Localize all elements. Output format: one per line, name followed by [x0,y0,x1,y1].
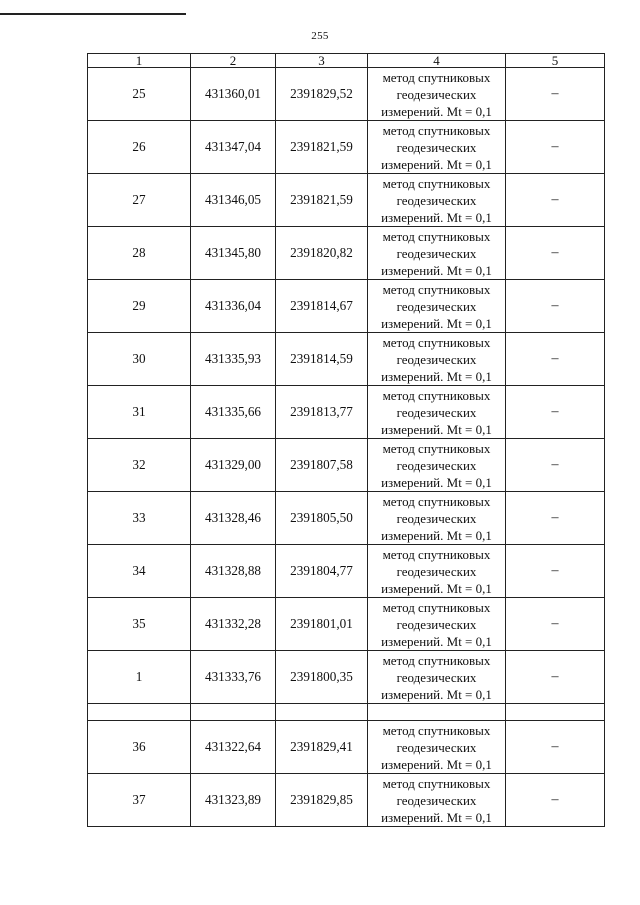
method-line: метод спутниковых [382,281,491,297]
header-col-1: 1 [88,54,191,68]
table-row [88,121,605,174]
method-line: метод спутниковых [382,122,491,138]
note-cell: – [506,227,605,280]
table-row [88,492,605,545]
point-number-cell: 30 [88,333,191,386]
y-coordinate-cell: 2391801,01 [276,598,368,651]
empty-cell [506,704,605,721]
method-cell [368,651,506,704]
top-left-rule [0,13,186,15]
x-coordinate-cell: 431333,76 [191,651,276,704]
note-cell: – [506,492,605,545]
method-line: геодезических [396,86,477,102]
table-row [88,721,605,774]
y-coordinate-cell: 2391805,50 [276,492,368,545]
y-coordinate-cell: 2391821,59 [276,121,368,174]
note-cell: – [506,121,605,174]
table-row [88,227,605,280]
method-line: метод спутниковых [382,493,491,509]
y-coordinate-cell: 2391829,41 [276,721,368,774]
point-number-cell: 32 [88,439,191,492]
point-number-cell: 27 [88,174,191,227]
header-col-3: 3 [276,54,368,68]
method-line: измерений. Mt = 0,1 [381,527,492,543]
point-number-cell: 26 [88,121,191,174]
note-cell: – [506,386,605,439]
note-cell: – [506,333,605,386]
method-cell [368,774,506,827]
header-col-4: 4 [368,54,506,68]
point-number-cell: 25 [88,68,191,121]
table-row [88,439,605,492]
table-row [88,774,605,827]
note-cell: – [506,545,605,598]
method-cell [368,174,506,227]
method-cell [368,386,506,439]
method-line: геодезических [396,739,477,755]
method-cell [368,439,506,492]
y-coordinate-cell: 2391814,59 [276,333,368,386]
table-row [88,545,605,598]
method-line: измерений. Mt = 0,1 [381,156,492,172]
x-coordinate-cell: 431328,46 [191,492,276,545]
method-line: метод спутниковых [382,546,491,562]
method-line: геодезических [396,669,477,685]
y-coordinate-cell: 2391807,58 [276,439,368,492]
point-number-cell: 36 [88,721,191,774]
method-cell [368,721,506,774]
y-coordinate-cell: 2391804,77 [276,545,368,598]
method-line: геодезических [396,457,477,473]
method-line: измерений. Mt = 0,1 [381,756,492,772]
method-line: измерений. Mt = 0,1 [381,368,492,384]
x-coordinate-cell: 431347,04 [191,121,276,174]
point-number-cell: 28 [88,227,191,280]
method-cell [368,280,506,333]
note-cell: – [506,651,605,704]
method-line: измерений. Mt = 0,1 [381,686,492,702]
method-line: геодезических [396,792,477,808]
method-line: метод спутниковых [382,722,491,738]
empty-cell [88,704,191,721]
method-line: метод спутниковых [382,599,491,615]
note-cell: – [506,598,605,651]
y-coordinate-cell: 2391821,59 [276,174,368,227]
note-cell: – [506,280,605,333]
x-coordinate-cell: 431323,89 [191,774,276,827]
method-line: измерений. Mt = 0,1 [381,580,492,596]
method-line: геодезических [396,192,477,208]
point-number-cell: 1 [88,651,191,704]
x-coordinate-cell: 431329,00 [191,439,276,492]
header-row [88,54,605,68]
header-col-5: 5 [506,54,605,68]
method-line: измерений. Mt = 0,1 [381,103,492,119]
method-line: метод спутниковых [382,440,491,456]
method-cell [368,492,506,545]
table-row [88,598,605,651]
method-line: геодезических [396,298,477,314]
point-number-cell: 31 [88,386,191,439]
method-line: измерений. Mt = 0,1 [381,809,492,825]
x-coordinate-cell: 431328,88 [191,545,276,598]
empty-cell [276,704,368,721]
separator-row [88,704,605,721]
method-cell [368,227,506,280]
note-cell: – [506,174,605,227]
empty-cell [191,704,276,721]
method-line: геодезических [396,245,477,261]
method-line: измерений. Mt = 0,1 [381,315,492,331]
table-body [88,68,605,827]
table-row [88,174,605,227]
x-coordinate-cell: 431360,01 [191,68,276,121]
y-coordinate-cell: 2391829,85 [276,774,368,827]
method-line: измерений. Mt = 0,1 [381,421,492,437]
table-row [88,68,605,121]
header-col-2: 2 [191,54,276,68]
note-cell: – [506,721,605,774]
y-coordinate-cell: 2391829,52 [276,68,368,121]
x-coordinate-cell: 431335,66 [191,386,276,439]
method-cell [368,68,506,121]
table-row [88,651,605,704]
point-number-cell: 37 [88,774,191,827]
x-coordinate-cell: 431335,93 [191,333,276,386]
table-row [88,333,605,386]
note-cell: – [506,68,605,121]
method-line: геодезических [396,139,477,155]
x-coordinate-cell: 431332,28 [191,598,276,651]
y-coordinate-cell: 2391813,77 [276,386,368,439]
method-line: геодезических [396,351,477,367]
method-line: метод спутниковых [382,334,491,350]
x-coordinate-cell: 431336,04 [191,280,276,333]
method-line: измерений. Mt = 0,1 [381,209,492,225]
method-cell [368,333,506,386]
method-line: измерений. Mt = 0,1 [381,262,492,278]
y-coordinate-cell: 2391814,67 [276,280,368,333]
page-number: 255 [311,30,329,42]
method-cell [368,545,506,598]
method-line: измерений. Mt = 0,1 [381,633,492,649]
x-coordinate-cell: 431322,64 [191,721,276,774]
note-cell: – [506,774,605,827]
point-number-cell: 29 [88,280,191,333]
y-coordinate-cell: 2391820,82 [276,227,368,280]
point-number-cell: 33 [88,492,191,545]
x-coordinate-cell: 431345,80 [191,227,276,280]
method-line: метод спутниковых [382,387,491,403]
method-line: метод спутниковых [382,652,491,668]
method-line: измерений. Mt = 0,1 [381,474,492,490]
y-coordinate-cell: 2391800,35 [276,651,368,704]
method-cell [368,121,506,174]
method-line: геодезических [396,510,477,526]
method-line: метод спутниковых [382,228,491,244]
x-coordinate-cell: 431346,05 [191,174,276,227]
method-line: геодезических [396,563,477,579]
method-cell [368,598,506,651]
method-line: геодезических [396,404,477,420]
coordinates-table [87,53,605,827]
empty-cell [368,704,506,721]
note-cell: – [506,439,605,492]
method-line: геодезических [396,616,477,632]
method-line: метод спутниковых [382,775,491,791]
point-number-cell: 34 [88,545,191,598]
table-row [88,280,605,333]
method-line: метод спутниковых [382,175,491,191]
point-number-cell: 35 [88,598,191,651]
table-row [88,386,605,439]
method-line: метод спутниковых [382,69,491,85]
